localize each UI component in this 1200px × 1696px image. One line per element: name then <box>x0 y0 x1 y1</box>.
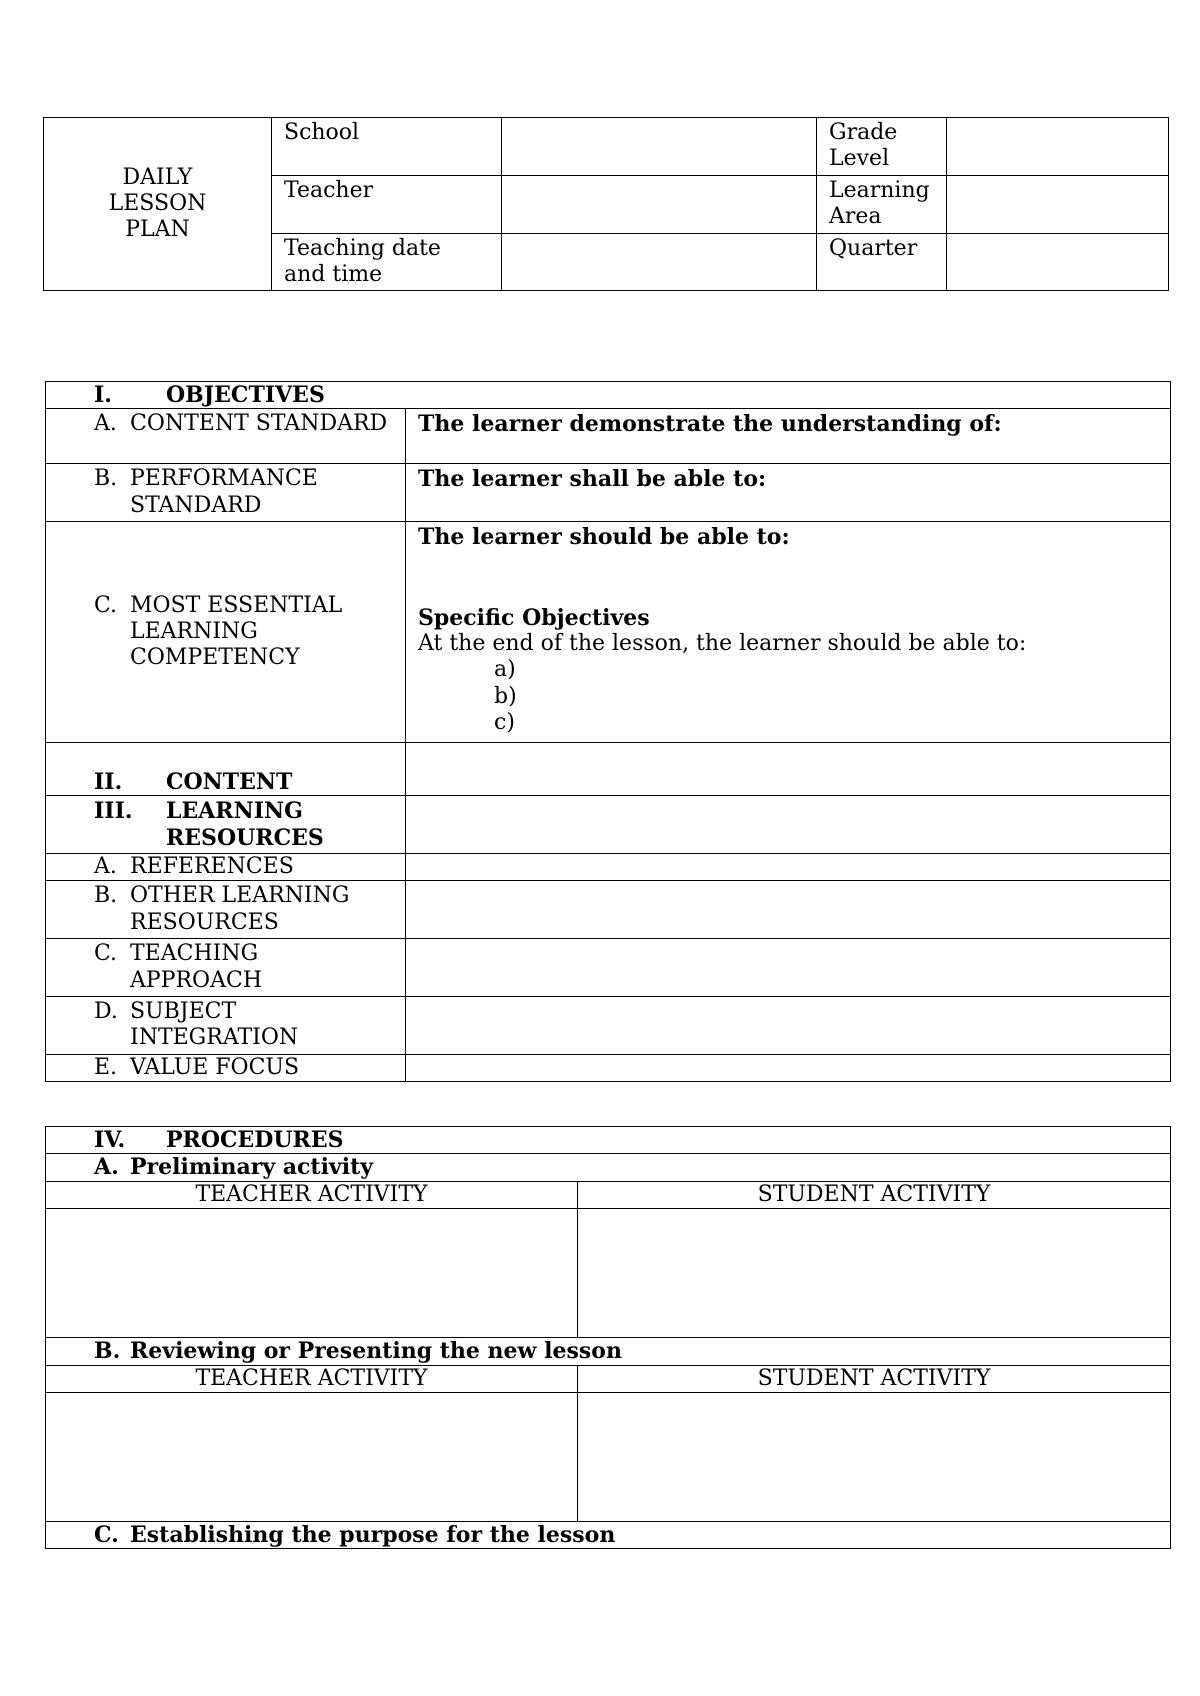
teaching-date-label: Teaching date and time <box>272 233 502 291</box>
objectives-heading <box>46 382 1171 409</box>
specific-objectives-intro: At the end of the lesson, the learner should be able to: <box>418 630 1027 656</box>
subject-integration-label: D. SUBJECT INTEGRATION <box>46 996 406 1054</box>
subject-integration-field[interactable] <box>406 996 1171 1054</box>
content-field[interactable] <box>406 743 1171 796</box>
learning-resources-field[interactable] <box>406 796 1171 854</box>
other-resources-label: B. OTHER LEARNING RESOURCES <box>46 881 406 939</box>
title-line-3: PLAN <box>125 217 190 243</box>
melc-label: C. MOST ESSENTIAL LEARNING COMPETENCY <box>46 522 406 743</box>
school-label: School <box>272 118 502 176</box>
teacher-activity-field[interactable] <box>46 1392 578 1521</box>
quarter-field[interactable] <box>947 233 1169 291</box>
learning-area-field[interactable] <box>947 175 1169 233</box>
value-focus-label: E. VALUE FOCUS <box>46 1054 406 1081</box>
teaching-date-field[interactable] <box>502 233 817 291</box>
student-activity-field[interactable] <box>578 1392 1171 1521</box>
other-resources-field[interactable] <box>406 881 1171 939</box>
melc-value[interactable] <box>406 522 1171 743</box>
references-label: A. REFERENCES <box>46 853 406 880</box>
student-activity-header: STUDENT ACTIVITY <box>578 1181 1171 1208</box>
student-activity-header: STUDENT ACTIVITY <box>578 1365 1171 1392</box>
performance-standard-value[interactable]: The learner shall be able to: <box>406 464 1171 522</box>
teacher-activity-header: TEACHER ACTIVITY <box>46 1181 578 1208</box>
learning-area-label: Learning Area <box>817 175 947 233</box>
grade-level-field[interactable] <box>947 118 1169 176</box>
phase-heading: A. Preliminary activity <box>46 1154 1171 1181</box>
specific-objectives-title: Specific Objectives <box>418 604 650 631</box>
content-standard-label: A. CONTENT STANDARD <box>46 409 406 464</box>
student-activity-field[interactable] <box>578 1209 1171 1338</box>
performance-standard-label: B. PERFORMANCE STANDARD <box>46 464 406 522</box>
content-label: II. CONTENT <box>46 743 406 796</box>
school-field[interactable] <box>502 118 817 176</box>
teaching-approach-field[interactable] <box>406 939 1171 997</box>
section-title: OBJECTIVES <box>166 382 325 408</box>
teacher-field[interactable] <box>502 175 817 233</box>
procedures-table <box>45 1126 1171 1549</box>
objective-item: b) <box>494 683 517 709</box>
references-field[interactable] <box>406 853 1171 880</box>
daily-lesson-plan-title <box>44 118 272 291</box>
teacher-activity-header: TEACHER ACTIVITY <box>46 1365 578 1392</box>
section-number: I. <box>94 382 112 408</box>
header-table <box>43 117 1169 291</box>
objective-item: c) <box>494 710 515 736</box>
phase-heading: C. Establishing the purpose for the lesson <box>46 1521 1171 1548</box>
title-line-2: LESSON <box>108 190 207 216</box>
objective-item: a) <box>494 657 516 683</box>
teacher-label: Teacher <box>272 175 502 233</box>
quarter-label: Quarter <box>817 233 947 291</box>
title-line-1: DAILY <box>122 164 193 190</box>
grade-level-label: Grade Level <box>817 118 947 176</box>
objectives-table <box>45 381 1171 1082</box>
teaching-approach-label: C. TEACHING APPROACH <box>46 939 406 997</box>
value-focus-field[interactable] <box>406 1054 1171 1081</box>
phase-heading: B. Reviewing or Presenting the new lesson <box>46 1338 1171 1365</box>
procedures-heading: IV. PROCEDURES <box>46 1127 1171 1154</box>
content-standard-value[interactable]: The learner demonstrate the understanding of: <box>406 409 1171 464</box>
melc-lead: The learner should be able to: <box>418 524 790 551</box>
teacher-activity-field[interactable] <box>46 1209 578 1338</box>
learning-resources-label: III. LEARNING RESOURCES <box>46 796 406 854</box>
